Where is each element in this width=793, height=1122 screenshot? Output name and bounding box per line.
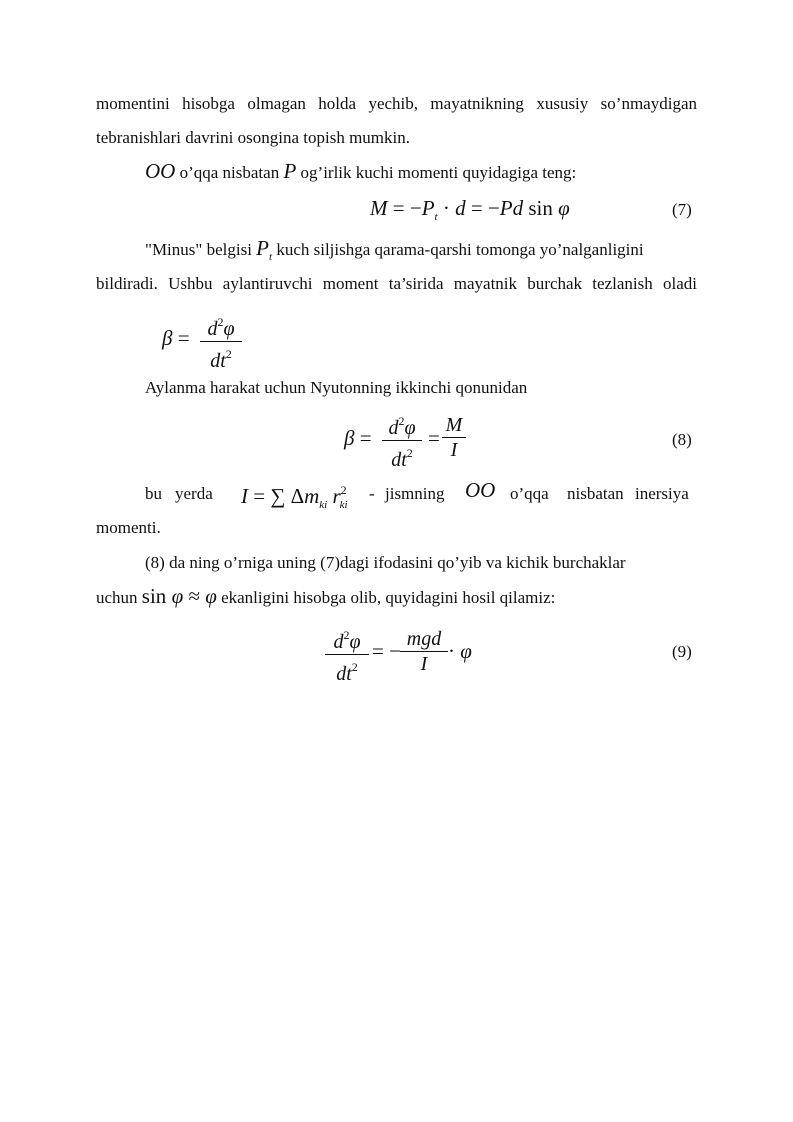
text-line-7a: bu (145, 484, 162, 503)
paragraph-line-2 (96, 128, 410, 148)
text-line-7c: - (369, 484, 375, 503)
equation-9-fraction-1: $d^2\varphi$ $dt^2$ (325, 624, 369, 685)
text-line-6: Aylanma harakat uchun Nyutonning ikkinchi qonunidan (145, 378, 528, 397)
equation-8-fraction-2: M I (442, 414, 466, 461)
small-angle-approx: sin φ ≈ φ (141, 584, 217, 608)
text-line-7d: jismning (385, 484, 445, 503)
text-line-9: (8) da ning o’rniga uning (7)dagi ifodasini qo’yib va kichik burchaklar (145, 553, 626, 572)
paragraph-line-10 (96, 586, 555, 608)
text-line-7e: o’qqa (510, 484, 549, 503)
text-line-4a: "Minus" belgisi $P_t$ kuch siljishga qarama-qarshi tomonga yo’nalganligini (145, 236, 644, 263)
paragraph-line-9 (145, 553, 697, 573)
equation-9-phi: · φ (448, 639, 472, 663)
beta-definition-lhs: β = (162, 326, 190, 350)
math-oo: OO (145, 159, 176, 183)
text-line-10b: ekanligini hisobga olib, quyidagini hosil qilamiz: (216, 588, 556, 607)
paragraph-line-4 (145, 238, 697, 267)
text-line-7f: nisbatan (567, 484, 624, 503)
equation-8-equals: = (428, 426, 440, 450)
text-line-5: bildiradi. Ushbu aylantiruvchi moment ta’sirida mayatnik burchak tezlanish oladi (96, 274, 697, 293)
paragraph-line-3 (145, 161, 576, 183)
text-line-10a: uchun (96, 588, 142, 607)
equation-8-number: (8) (672, 430, 692, 449)
text-line-8: momenti. (96, 518, 161, 537)
math-oo-2: OO (465, 478, 496, 502)
paragraph-line-1 (96, 94, 697, 114)
math-p: P (283, 159, 297, 183)
equation-7: $M = -P_t \cdot d = -Pd$ sin φ (370, 196, 570, 223)
text-line-7b: yerda (175, 484, 213, 503)
text-line-3a: o’qqa nisbatan (175, 163, 284, 182)
paragraph-line-5 (96, 274, 697, 294)
equation-9-equals: = − (372, 639, 401, 663)
text-line-2: tebranishlari davrini osongina topish mumkin. (96, 128, 410, 147)
math-p-t: $P_t$ (256, 236, 273, 263)
text-line-7g: inersiya (635, 484, 689, 503)
equation-8-fraction-1: $d^2\varphi$ $dt^2$ (382, 410, 422, 471)
paragraph-line-8 (96, 518, 161, 538)
equation-8-lhs: β = (344, 426, 372, 450)
equation-9-number: (9) (672, 642, 692, 661)
text-line-3b: og’irlik kuchi momenti quyidagiga teng: (296, 163, 577, 182)
equation-7-number: (7) (672, 200, 692, 219)
beta-definition-fraction: $d^2\varphi$ $dt^2$ (200, 311, 242, 372)
text-line-1: momentini hisobga olmagan holda yechib, mayatnikning xususiy so’nmaydigan (96, 94, 697, 113)
equation-9-fraction-2: mgd I (400, 628, 448, 675)
inertia-formula: I = ∑ $\Delta m_{ki}$ $r^2_{ki}$ (241, 483, 348, 511)
paragraph-line-6 (145, 378, 527, 398)
